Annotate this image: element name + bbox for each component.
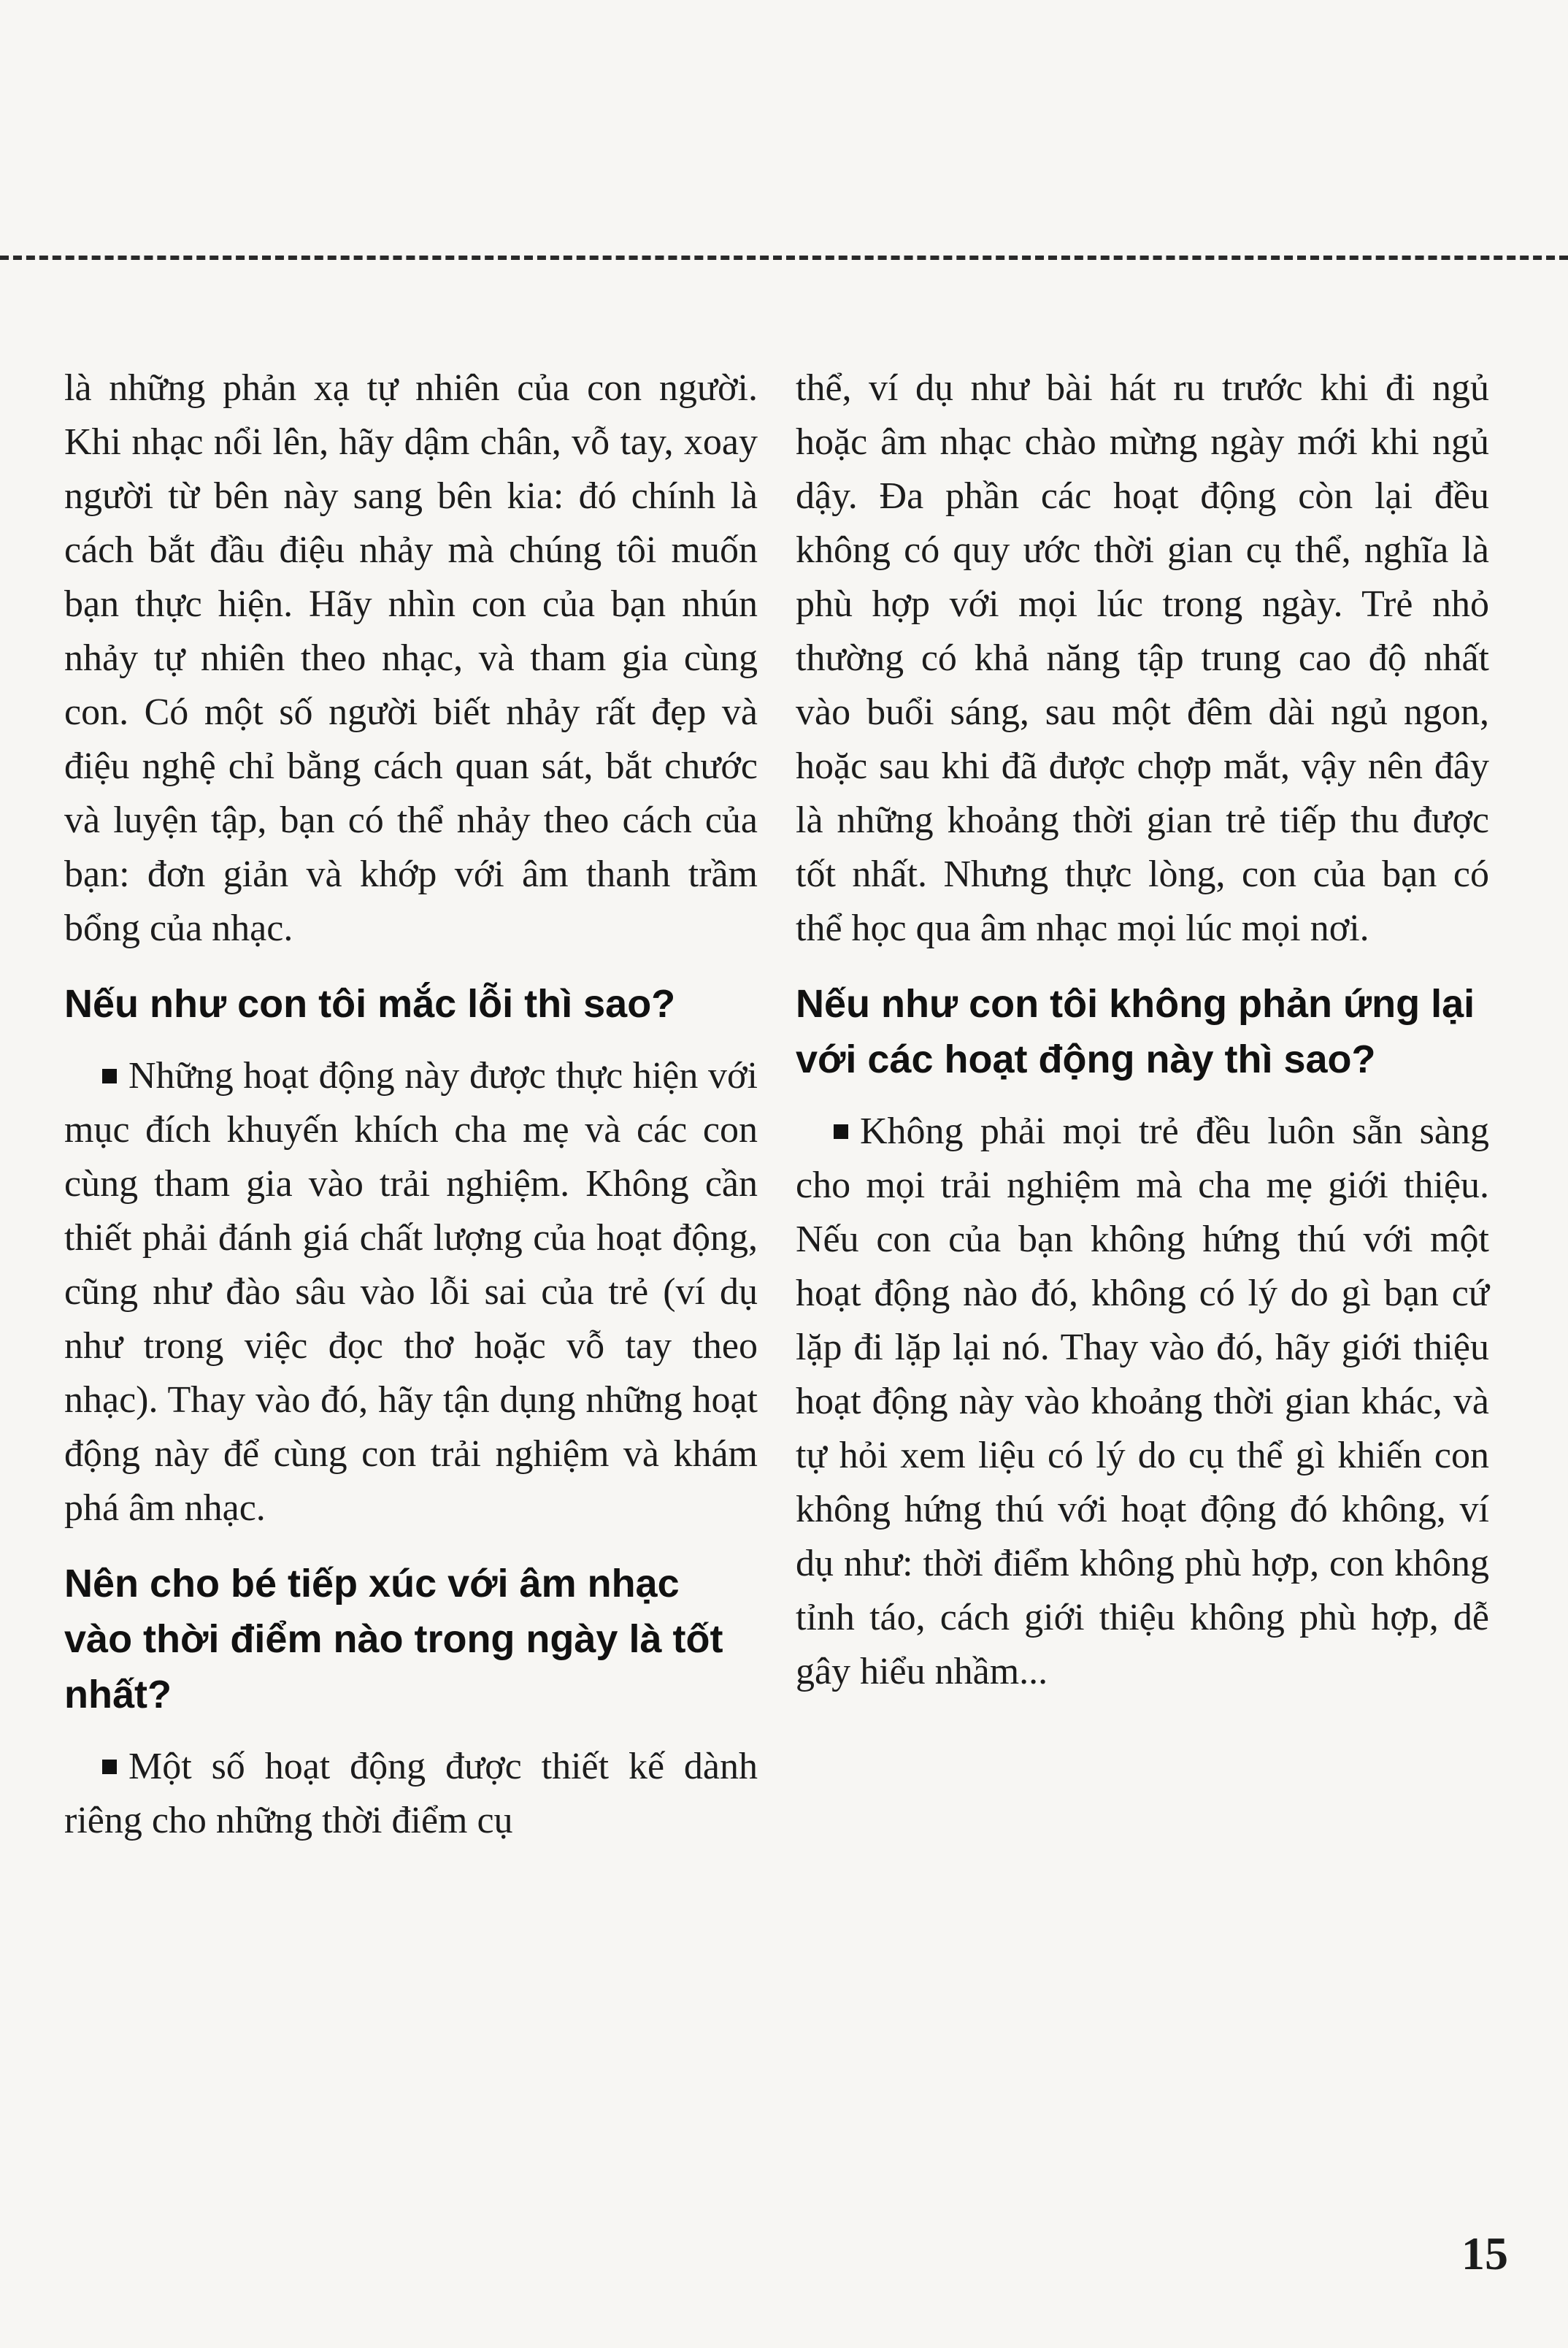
page-number: 15 [1461,2228,1508,2279]
left-heading-1: Nếu như con tôi mắc lỗi thì sao? [64,982,676,1026]
square-bullet-icon [102,1069,117,1083]
left-paragraph-2 [64,1049,758,1535]
left-heading-2: Nên cho bé tiếp xúc với âm nhạc vào thời điểm nào trong ngày là tốt nhất? [64,1562,723,1716]
right-paragraph-2 [796,1105,1489,1699]
right-paragraph-1: thể, ví dụ như bài hát ru trước khi đi ngủ hoặc âm nhạc chào mừng ngày mới khi ngủ dậy. Đa phần các hoạt động còn lại đều không có quy ước thời gian cụ thể, nghĩa là phù hợp với mọi lúc trong ngày. Trẻ nhỏ thường có khả năng tập trung cao độ nhất vào buổi sáng, sau một đêm dài ngủ ngon, hoặc sau khi đã được chợp mắt, vậy nên đây là những khoảng thời gian trẻ tiếp thu được tốt nhất. Nhưng thực lòng, con của bạn có thể học qua âm nhạc mọi lúc mọi nơi. [796,367,1489,949]
left-column [64,361,758,1848]
left-paragraph-3 [64,1740,758,1848]
left-paragraph-3-text: Một số hoạt động được thiết kế dành riêng cho những thời điểm cụ [64,1746,758,1841]
left-paragraph-1: là những phản xạ tự nhiên của con người. Khi nhạc nổi lên, hãy dậm chân, vỗ tay, xoay người từ bên này sang bên kia: đó chính là cách bắt đầu điệu nhảy mà chúng tôi muốn bạn thực hiện. Hãy nhìn con của bạn nhún nhảy tự nhiên theo nhạc, và tham gia cùng con. Có một số người biết nhảy rất đẹp và điệu nghệ chỉ bằng cách quan sát, bắt chước và luyện tập, bạn có thể nhảy theo cách của bạn: đơn giản và khớp với âm thanh trầm bổng của nhạc. [64,367,758,949]
left-paragraph-2-text: Những hoạt động này được thực hiện với mục đích khuyến khích cha mẹ và các con cùng tham gia vào trải nghiệm. Không cần thiết phải đánh giá chất lượng của hoạt động, cũng như đào sâu vào lỗi sai của trẻ (ví dụ như trong việc đọc thơ hoặc vỗ tay theo nhạc). Thay vào đó, hãy tận dụng những hoạt động này để cùng con trải nghiệm và khám phá âm nhạc. [64,1055,758,1529]
square-bullet-icon [102,1760,117,1774]
right-column [796,361,1489,1699]
right-paragraph-2-text: Không phải mọi trẻ đều luôn sẵn sàng cho mọi trải nghiệm mà cha mẹ giới thiệu. Nếu con của bạn không hứng thú với một hoạt động nào đó, không có lý do gì bạn cứ lặp đi lặp lại nó. Thay vào đó, hãy giới thiệu hoạt động này vào khoảng thời gian khác, và tự hỏi xem liệu có lý do cụ thể gì khiến con không hứng thú với hoạt động đó không, ví dụ như: thời điểm không phù hợp, con không tỉnh táo, cách giới thiệu không phù hợp, dễ gây hiểu nhầm... [796,1110,1489,1692]
right-heading-1: Nếu như con tôi không phản ứng lại với các hoạt động này thì sao? [796,982,1475,1081]
square-bullet-icon [834,1124,848,1139]
dashed-header-rule [0,256,1568,260]
